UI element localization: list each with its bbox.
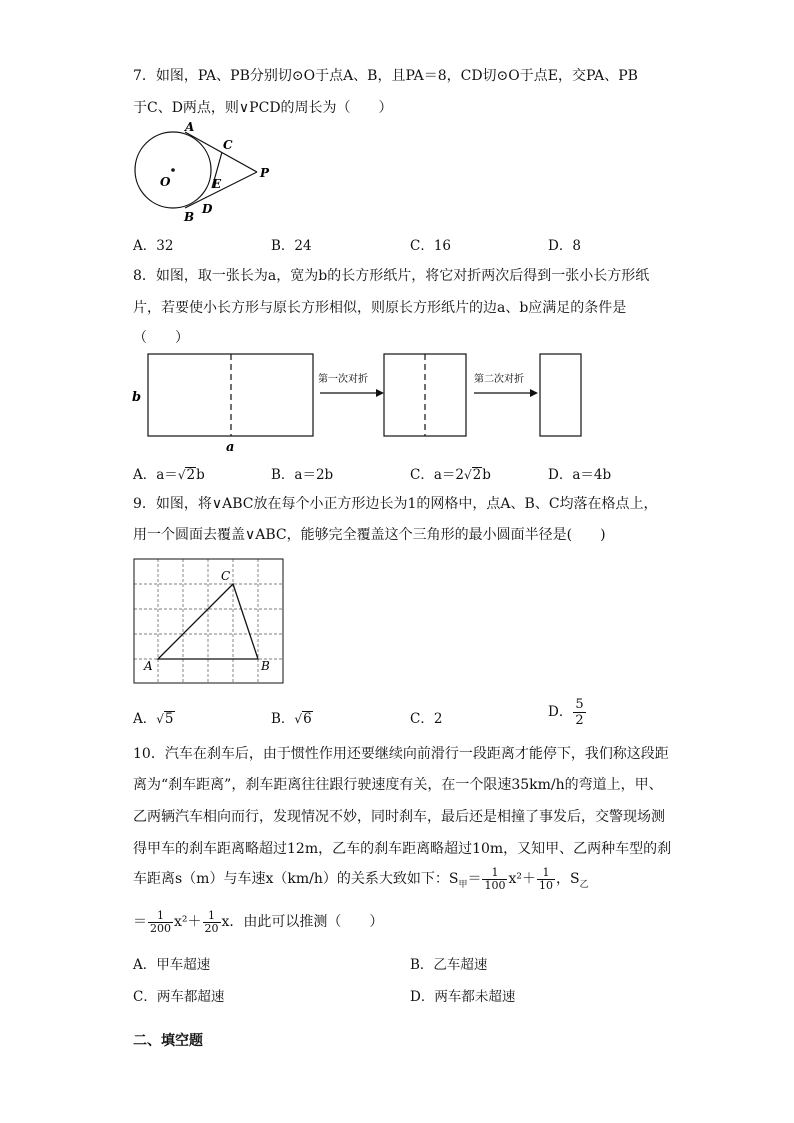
q8-option-b: B．a＝2b — [271, 467, 334, 483]
q9-option-a-prefix: A． — [133, 711, 157, 727]
frac4-den: 20 — [204, 921, 219, 935]
label-a: A — [144, 659, 153, 673]
q9-option-d — [548, 697, 587, 728]
q7-line2: 于C、D两点，则∨PCD的周长为（ ） — [133, 100, 393, 116]
tangent-pa — [185, 132, 257, 172]
q7-option-b: B．24 — [271, 238, 312, 254]
q8-option-c-root: 2 — [472, 467, 482, 483]
q9-figure — [133, 558, 285, 686]
q9-option-b-prefix: B． — [271, 711, 295, 727]
label-o: O — [160, 175, 171, 189]
label-e: E — [212, 177, 222, 191]
q7-option-a: A．32 — [133, 238, 174, 254]
label-a: A — [185, 120, 195, 134]
q8-option-a-suffix: b — [196, 467, 205, 483]
q10-line1: 10．汽车在刹车后，由于惯性作用还要继续向前滑行一段距离才能停下，我们称这段距 — [133, 746, 669, 762]
q9-option-a-root: 5 — [164, 711, 174, 727]
x-squared-1: x²＋ — [508, 871, 536, 887]
q7-figure — [130, 118, 280, 226]
q8-figure — [128, 350, 588, 458]
frac2-num: 1 — [537, 867, 555, 880]
center-point — [171, 168, 175, 172]
label-b: b — [132, 390, 142, 405]
q10-option-b: B．乙车超速 — [410, 957, 488, 973]
q8-option-a-prefix: A．a＝ — [133, 467, 178, 483]
q7-option-d: D．8 — [548, 238, 581, 254]
frac3-den: 200 — [150, 921, 171, 935]
frac3-num: 1 — [148, 910, 173, 923]
arrow-2-head — [530, 389, 538, 397]
q8-line2: 片，若要使小长方形与原长方形相似，则原长方形纸片的边a、b应满足的条件是 — [133, 300, 627, 316]
q10-line4: 得甲车的刹车距离略超过12m，乙车的刹车距离略超过10m，又知甲、乙两种车型的刹 — [133, 841, 672, 857]
label-b: B — [184, 210, 195, 224]
arrow-1-head — [376, 389, 384, 397]
folded-twice-rectangle — [540, 354, 581, 436]
x-squared-2: x²＋ — [174, 914, 202, 930]
q10-line6 — [133, 907, 383, 937]
comma-s: ，S — [555, 871, 580, 887]
q8-option-d: D．a＝4b — [548, 467, 612, 483]
q7-option-c: C．16 — [410, 238, 452, 254]
q7-line1: 7．如图，PA、PB分别切⊙O于点A、B，且PA＝8，CD切⊙O于点E，交PA、PB — [133, 68, 638, 84]
label-a: a — [226, 440, 235, 455]
q9-option-d-numerator: 5 — [575, 697, 584, 712]
q10-line5 — [133, 864, 589, 900]
frac4-num: 1 — [203, 910, 221, 923]
frac1-den: 100 — [484, 878, 506, 892]
sub-jia: 甲 — [458, 879, 468, 890]
fold1-label: 第一次对折 — [318, 374, 368, 385]
label-c: C — [223, 138, 233, 152]
q9-option-c: C．2 — [410, 711, 443, 727]
q8-option-c: C．a＝2√2b — [410, 467, 491, 483]
label-d: D — [202, 202, 213, 216]
q10-line6-suffix: x．由此可以推测（ ） — [221, 914, 384, 930]
q10-option-d: D．两车都未超速 — [410, 989, 516, 1005]
eq2: ＝ — [133, 914, 147, 930]
q9-option-b: B．√6 — [271, 711, 312, 727]
q9-option-d-prefix: D． — [548, 704, 573, 720]
q8-option-c-suffix: b — [482, 467, 491, 483]
section-title: 二、填空题 — [133, 1033, 203, 1049]
label-b: B — [261, 659, 270, 673]
q10-line3: 乙两辆汽车相向而行，发现情况不妙，同时刹车，最后还是相撞了事发后，交警现场测 — [133, 809, 665, 825]
q9-line1: 9．如图，将∨ABC放在每个小正方形边长为1的网格中，点A、B、C均落在格点上， — [133, 496, 658, 512]
q9-option-b-root: 6 — [303, 711, 312, 727]
q8-option-a: A．a＝√2b — [133, 467, 205, 483]
q10-line2: 离为“刹车距离”，刹车距离往往跟行驶速度有关，在一个限速35km/h的弯道上，甲、 — [133, 777, 663, 793]
label-c: C — [221, 569, 231, 583]
frac2-den: 10 — [538, 878, 553, 892]
q10-option-c: C．两车都超速 — [133, 989, 225, 1005]
frac1-num: 1 — [482, 867, 507, 880]
q8-line3: （ ） — [133, 330, 189, 346]
label-p: P — [260, 166, 270, 180]
q8-option-a-root: 2 — [186, 467, 196, 483]
q8-line1: 8．如图，取一张长为a，宽为b的长方形纸片，将它对折两次后得到一张小长方形纸 — [133, 268, 650, 284]
q9-line2: 用一个圆面去覆盖∨ABC，能够完全覆盖这个三角形的最小圆面半径是( ) — [133, 527, 606, 543]
q9-option-d-denominator: 2 — [575, 713, 584, 728]
q9-option-a: A．√5 — [133, 711, 174, 727]
fold2-label: 第二次对折 — [474, 374, 524, 385]
q8-option-c-prefix: C．a＝2 — [410, 467, 464, 483]
q10-line5-prefix: 车距离s（m）与车速x（km/h）的关系大致如下：S — [133, 871, 459, 887]
eq1: ＝ — [467, 871, 482, 887]
q10-option-a: A．甲车超速 — [133, 957, 211, 973]
sub-yi: 乙 — [579, 879, 589, 890]
